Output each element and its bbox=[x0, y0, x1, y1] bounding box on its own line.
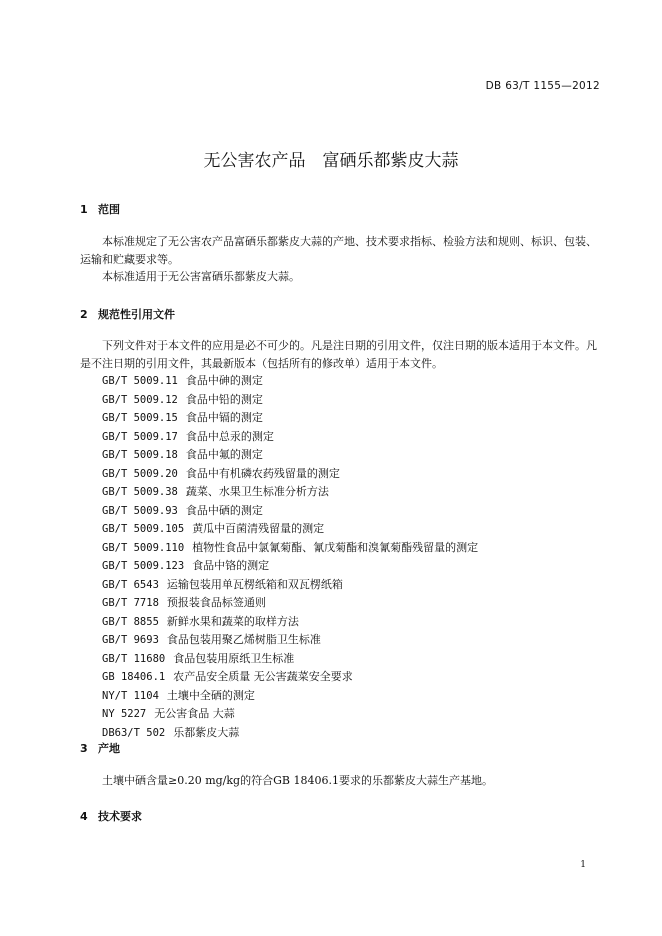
paragraph: 本标准适用于无公害富硒乐都紫皮大蒜。 bbox=[102, 270, 300, 283]
reference-title: 乐都紫皮大蒜 bbox=[173, 725, 240, 739]
reference-title: 食品中有机磷农药残留量的测定 bbox=[185, 466, 340, 480]
reference-code: DB63/T 502 bbox=[102, 726, 166, 739]
list-item bbox=[102, 594, 478, 613]
reference-code: GB/T 5009.12 bbox=[102, 393, 178, 406]
page-number: 1 bbox=[580, 860, 586, 870]
reference-code: GB/T 5009.17 bbox=[102, 430, 178, 443]
section-heading-technical-requirements bbox=[80, 808, 142, 824]
list-item bbox=[102, 428, 478, 447]
reference-title: 无公害食品 大蒜 bbox=[154, 707, 235, 720]
list-item bbox=[102, 724, 478, 743]
reference-code: GB/T 6543 bbox=[102, 578, 159, 591]
section-heading-scope bbox=[80, 201, 120, 217]
section-number: 3 bbox=[80, 742, 88, 755]
list-item bbox=[102, 539, 478, 558]
reference-title: 蔬菜、水果卫生标准分析方法 bbox=[185, 485, 329, 498]
reference-title: 预报装食品标签通则 bbox=[166, 596, 266, 609]
reference-code: GB/T 5009.20 bbox=[102, 467, 178, 480]
reference-code: GB/T 5009.11 bbox=[102, 375, 178, 387]
list-item bbox=[102, 687, 478, 706]
reference-code: GB/T 8855 bbox=[102, 615, 159, 628]
list-item bbox=[102, 372, 478, 391]
section-heading-origin bbox=[80, 740, 120, 756]
document-title: 无公害农产品 富硒乐都紫皮大蒜 bbox=[203, 151, 459, 171]
document-code: DB 63/T 1155—2012 bbox=[485, 80, 600, 92]
list-item bbox=[102, 668, 478, 687]
reference-code: GB 18406.1 bbox=[102, 671, 166, 683]
reference-title: 食品中铅的测定 bbox=[185, 392, 263, 406]
list-item bbox=[102, 631, 478, 650]
reference-code: NY/T 1104 bbox=[102, 689, 159, 702]
reference-title: 新鲜水果和蔬菜的取样方法 bbox=[166, 614, 299, 628]
paragraph: 本标准规定了无公害农产品富硒乐都紫皮大蒜的产地、技术要求指标、检验方法和规则、标识、包装、运输和贮藏要求等。 bbox=[80, 235, 597, 266]
section-number: 2 bbox=[80, 308, 88, 321]
reference-title: 食品中镉的测定 bbox=[185, 411, 263, 424]
list-item bbox=[102, 465, 478, 484]
paragraph: 下列文件对于本文件的应用是必不可少的。凡是注日期的引用文件，仅注日期的版本适用于本文件。凡是不注日期的引用文件，其最新版本（包括所有的修改单）适用于本文件。 bbox=[80, 339, 597, 370]
list-item bbox=[102, 483, 478, 502]
reference-title: 食品包装用聚乙烯树脂卫生标准 bbox=[166, 633, 321, 646]
reference-title: 食品中硒的测定 bbox=[185, 503, 263, 517]
reference-title: 食品中砷的测定 bbox=[185, 374, 263, 387]
reference-title: 食品中总汞的测定 bbox=[185, 429, 274, 443]
section-title: 规范性引用文件 bbox=[98, 308, 175, 321]
reference-title: 植物性食品中氯氰菊酯、氰戊菊酯和溴氰菊酯残留量的测定 bbox=[192, 540, 479, 554]
reference-code: GB/T 5009.15 bbox=[102, 412, 178, 424]
list-item bbox=[102, 613, 478, 632]
section-title: 产地 bbox=[98, 742, 120, 755]
list-item bbox=[102, 446, 478, 465]
reference-title: 黄瓜中百菌清残留量的测定 bbox=[192, 522, 325, 535]
list-item bbox=[102, 705, 478, 724]
list-item bbox=[102, 502, 478, 521]
reference-code: NY 5227 bbox=[102, 708, 147, 720]
list-item bbox=[102, 391, 478, 410]
section-title: 技术要求 bbox=[98, 810, 142, 823]
reference-code: GB/T 5009.123 bbox=[102, 560, 185, 572]
section-number: 4 bbox=[80, 810, 88, 823]
reference-code: GB/T 9693 bbox=[102, 634, 159, 646]
section-title: 范围 bbox=[98, 203, 120, 216]
section-heading-normative-references bbox=[80, 306, 175, 322]
reference-title: 食品包装用原纸卫生标准 bbox=[173, 651, 295, 665]
reference-code: GB/T 5009.105 bbox=[102, 523, 185, 535]
list-item bbox=[102, 409, 478, 428]
list-item bbox=[102, 557, 478, 576]
origin-body: 土壤中硒含量≥0.20 mg/kg的符合GB 18406.1要求的乐都紫皮大蒜生产基地。 bbox=[102, 774, 493, 787]
reference-code: GB/T 5009.18 bbox=[102, 449, 178, 461]
reference-list bbox=[102, 372, 478, 742]
reference-title: 食品中氟的测定 bbox=[185, 448, 263, 461]
reference-title: 土壤中全硒的测定 bbox=[166, 688, 255, 702]
references-intro bbox=[80, 337, 602, 372]
reference-code: GB/T 5009.38 bbox=[102, 486, 178, 498]
scope-body bbox=[80, 233, 602, 286]
reference-code: GB/T 7718 bbox=[102, 597, 159, 609]
reference-title: 食品中铬的测定 bbox=[192, 559, 270, 572]
reference-title: 农产品安全质量 无公害蔬菜安全要求 bbox=[173, 670, 353, 683]
list-item bbox=[102, 576, 478, 595]
reference-code: GB/T 5009.93 bbox=[102, 504, 178, 517]
reference-code: GB/T 11680 bbox=[102, 652, 166, 665]
section-number: 1 bbox=[80, 203, 88, 216]
list-item bbox=[102, 520, 478, 539]
reference-title: 运输包装用单瓦楞纸箱和双瓦楞纸箱 bbox=[166, 577, 343, 591]
list-item bbox=[102, 650, 478, 669]
reference-code: GB/T 5009.110 bbox=[102, 541, 185, 554]
